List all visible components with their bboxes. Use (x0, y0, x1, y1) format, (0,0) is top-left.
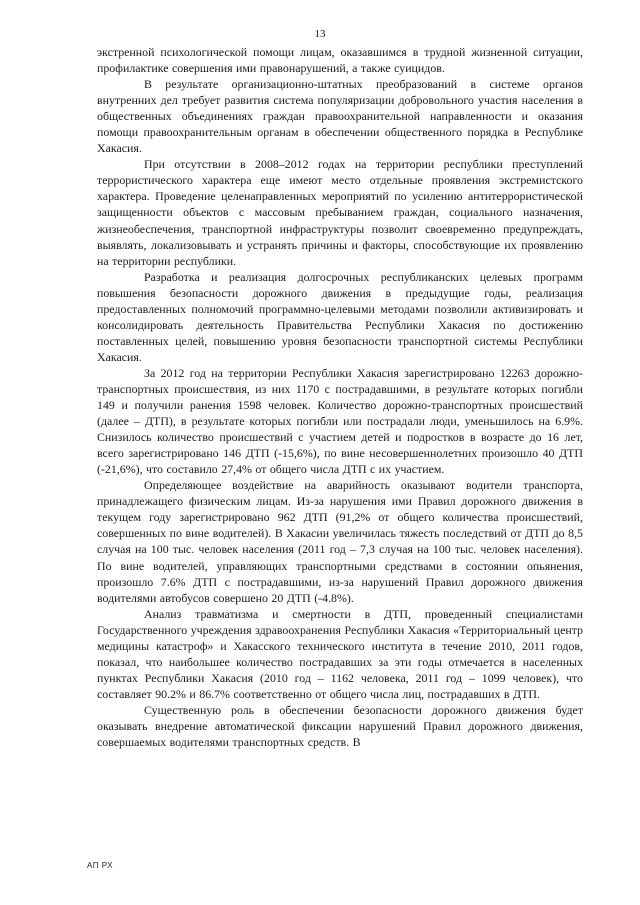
document-body (97, 44, 583, 750)
paragraph-drivers: Определяющее воздействие на аварийность оказывают водители транспорта, принадлежащего физическим лицам. Из-за нарушения ими Правил дорожного движения в текущем году зарегистрировано 962 ДТП (91,2% от общего количества происшествий, совершенных по вине водителей). В Хакасии увеличилась тяжесть последствий от ДТП до 8,5 случая на 100 тыс. человек населения (2011 год – 7,3 случая на 100 тыс. человек населения). По вине водителей, управляющих транспортными средствами в состоянии опьянения, произошло 7.6% ДТП с пострадавшими, из-за нарушений Правил дорожного движения водителями автобусов совершено 20 ДТП (-4.8%). (97, 478, 583, 605)
paragraph-terrorism: При отсутствии в 2008–2012 годах на территории республики преступлений террористического характера еще имеют место отдельные проявления экстремистского характера. Проведение целенаправленных мероприятий по усилению антитеррористической защищенности объектов с массовым пребыванием граждан, социального назначения, жизнеобеспечения, транспортной инфраструктуры позволит своевременно предупреждать, выявлять, локализовывать и устранять причины и факторы, способствующие их проявлению на территории республики. (97, 157, 583, 268)
paragraph-trauma-analysis: Анализ травматизма и смертности в ДТП, проведенный специалистами Государственного учреждения здравоохранения Республики Хакасия «Территориальный центр медицины катастроф» и Хакасского технического института в течение 2010, 2011 годов, показал, что наибольшее количество пострадавших за эти годы отмечается в населенных пунктах Республики Хакасия (2010 год – 1162 человека, 2011 год – 1099 человек), что составляет 90.2% и 86.7% соответственно от общего числа лиц, пострадавших в ДТП. (97, 606, 583, 701)
paragraph-road-programs: Разработка и реализация долгосрочных республиканских целевых программ повышения безопасности дорожного движения в предыдущие годы, реализация предоставленных полномочий программно-целевыми методами позволили активизировать и консолидировать деятельность Правительства Республики Хакасия по достижению поставленных целей, повышению уровня безопасности транспортной системы Республики Хакасия. (97, 269, 583, 364)
paragraph-police-reform: В результате организационно-штатных преобразований в системе органов внутренних дел требует развития система популяризации добровольного участия населения в общественных объединениях граждан правоохранительной направленности и оказания помощи правоохранительным органам в обеспечении общественного порядка в Республике Хакасия. (97, 77, 583, 156)
paragraph-road-stats-2012: За 2012 год на территории Республики Хакасия зарегистрировано 12263 дорожно-транспортных происшествия, из них 1170 с пострадавшими, в результате которых погибли 149 и получили ранения 1598 человек. Количество дорожно-транспортных происшествий (далее – ДТП), в результате которых погибли или пострадали люди, уменьшилось на 6.9%. Снизилось количество происшествий с участием детей и подростков в возрасте до 16 лет, всего зарегистрировано 146 ДТП (-15,6%), по вине несовершеннолетних произошло 40 ДТП (-21,6%), что составило 27,4% от общего числа ДТП с их участием. (97, 365, 583, 477)
paragraph-continuation: экстренной психологической помощи лицам, оказавшимся в трудной жизненной ситуации, профилактике совершения ими правонарушений, а также суицидов. (97, 45, 583, 76)
page-number: 13 (314, 28, 326, 40)
paragraph-auto-fixation: Существенную роль в обеспечении безопасности дорожного движения будет оказывать внедрение автоматической фиксации нарушений Правил дорожного движения, совершаемых водителями транспортных средств. В (97, 702, 583, 750)
footer-mark: АП РХ (87, 861, 114, 870)
